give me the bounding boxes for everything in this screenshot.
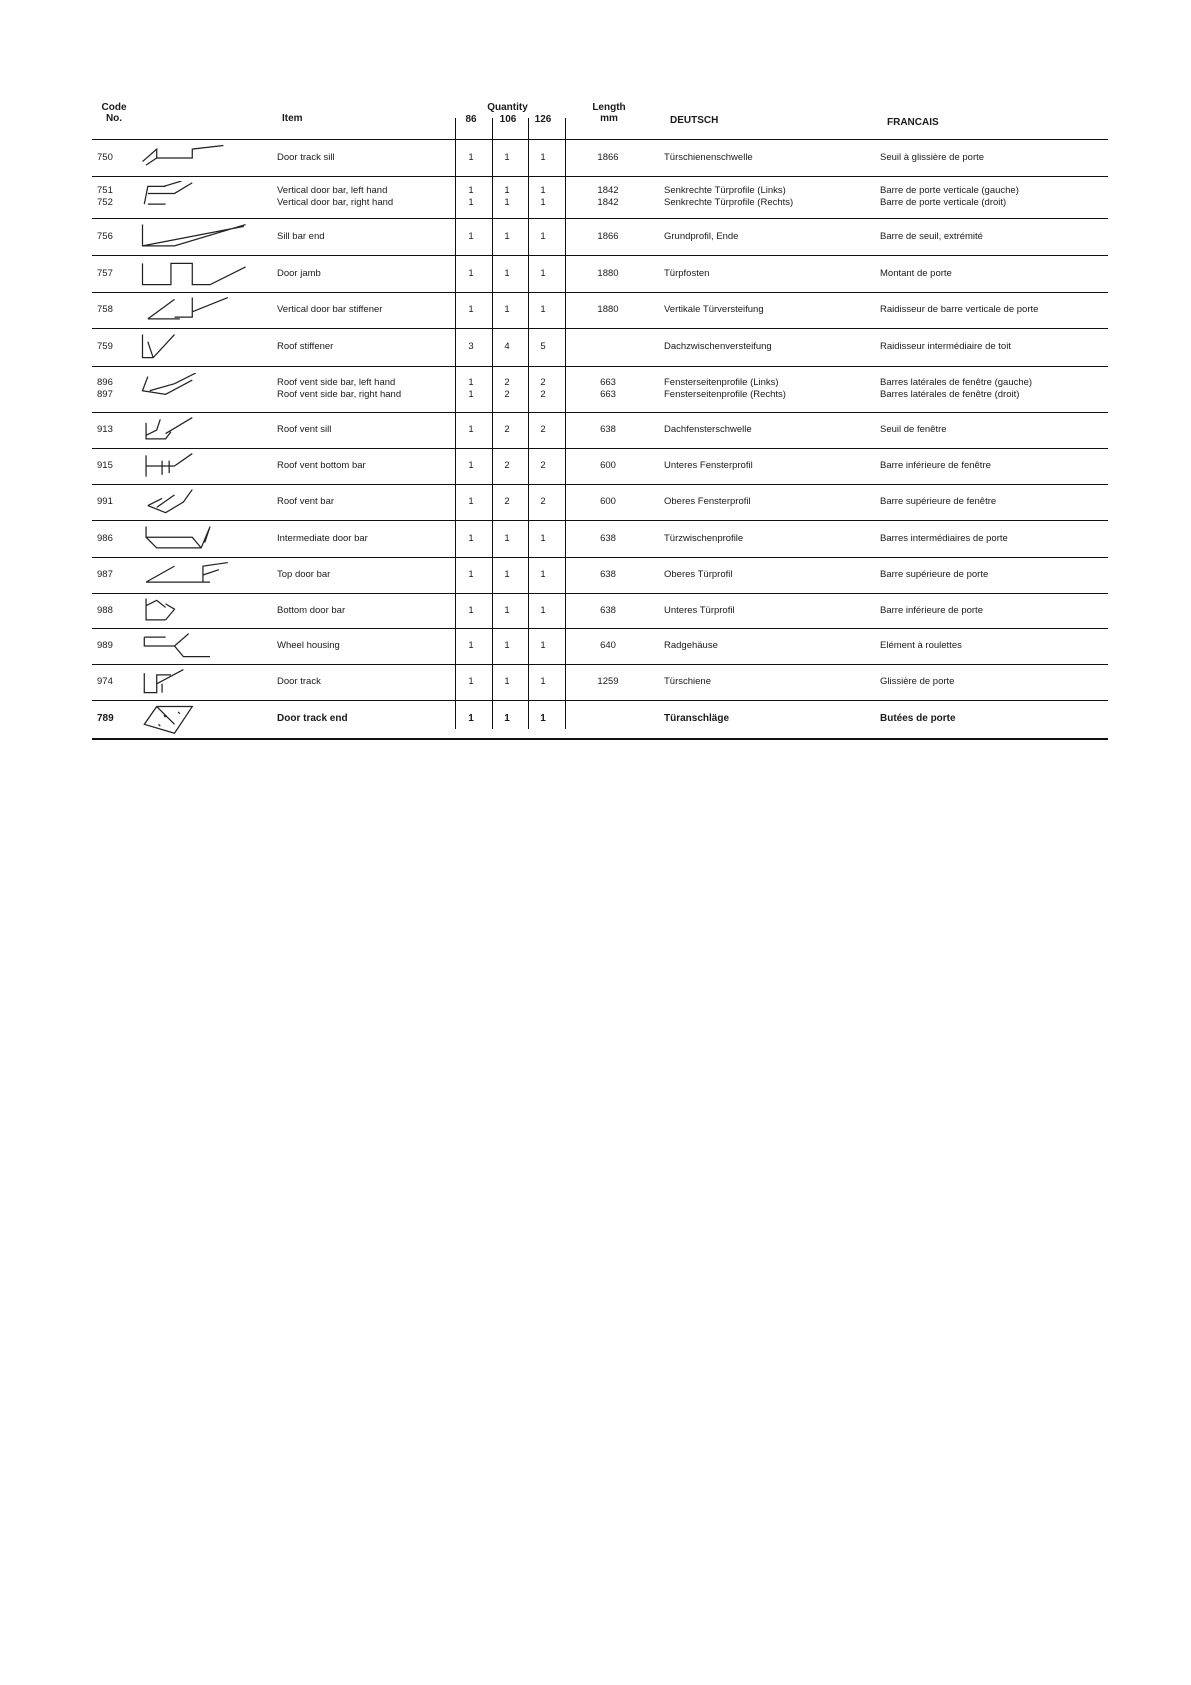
francais-name: Barre de seuil, extrémité xyxy=(880,231,983,242)
quantity-86: 1 xyxy=(468,605,474,616)
item-name: Vertical door bar, left hand Vertical door bar, right hand xyxy=(277,185,394,208)
item-name: Bottom door bar xyxy=(277,605,346,616)
header-mm-label: mm xyxy=(600,113,618,124)
deutsch-name: Senkrechte Türprofile (Links) Senkrechte Türprofile (Rechts) xyxy=(664,185,794,208)
table-row xyxy=(0,448,1191,484)
length-mm: 638 xyxy=(600,605,616,616)
quantity-126: 1 xyxy=(540,640,546,651)
quantity-126: 2 2 xyxy=(540,377,546,400)
vertical-bar-profile-icon xyxy=(132,181,257,213)
quantity-86: 1 xyxy=(468,304,474,315)
quantity-86: 3 xyxy=(468,341,474,352)
francais-name: Butées de porte xyxy=(880,713,956,724)
quantity-126: 1 xyxy=(540,268,546,279)
code-no: 789 xyxy=(97,713,114,724)
code-no: 988 xyxy=(97,605,113,616)
francais-name: Raidisseur de barre verticale de porte xyxy=(880,304,1039,315)
code-no: 915 xyxy=(97,460,113,471)
header-francais: FRANCAIS xyxy=(887,117,939,128)
quantity-126: 1 xyxy=(540,533,546,544)
table-row xyxy=(0,255,1191,292)
table-row xyxy=(0,366,1191,412)
length-mm: 1880 xyxy=(597,268,619,279)
quantity-86: 1 xyxy=(468,533,474,544)
table-row xyxy=(0,139,1191,176)
quantity-106: 1 xyxy=(504,569,510,580)
table-row xyxy=(0,176,1191,218)
item-name: Roof vent bottom bar xyxy=(277,460,366,471)
francais-name: Barres intermédiaires de porte xyxy=(880,533,1008,544)
francais-name: Barre inférieure de porte xyxy=(880,605,983,616)
header-code xyxy=(96,102,132,124)
vent-bottom-bar-profile-icon xyxy=(132,450,257,482)
deutsch-name: Fensterseitenprofile (Links) Fensterseitenprofile (Rechts) xyxy=(664,377,786,400)
quantity-126: 1 xyxy=(540,676,546,687)
quantity-126: 1 xyxy=(540,605,546,616)
length-mm: 638 xyxy=(600,424,616,435)
length-mm: 1866 xyxy=(597,152,619,163)
francais-name: Barres latérales de fenêtre (gauche) Barres latérales de fenêtre (droit) xyxy=(880,377,1033,400)
deutsch-name: Dachzwischenversteifung xyxy=(664,341,772,352)
length-mm: 600 xyxy=(600,460,616,471)
francais-name: Elément à roulettes xyxy=(880,640,962,651)
quantity-86: 1 xyxy=(468,231,474,242)
quantity-106: 1 1 xyxy=(504,185,510,208)
item-name: Intermediate door bar xyxy=(277,533,368,544)
stiffener-profile-icon xyxy=(132,294,257,326)
table-row xyxy=(0,520,1191,557)
code-no: 974 xyxy=(97,676,113,687)
quantity-126: 1 xyxy=(540,152,546,163)
item-name: Door track xyxy=(277,676,321,687)
length-mm: 638 xyxy=(600,569,616,580)
item-name: Roof vent sill xyxy=(277,424,332,435)
code-no: 756 xyxy=(97,231,113,242)
quantity-106: 1 xyxy=(504,231,510,242)
table-row xyxy=(0,412,1191,448)
header-q86: 86 xyxy=(465,114,477,125)
vent-side-bar-profile-icon xyxy=(132,373,257,405)
header-q126: 126 xyxy=(534,114,552,125)
code-no: 758 xyxy=(97,304,113,315)
francais-name: Glissière de porte xyxy=(880,676,955,687)
table-row xyxy=(0,628,1191,664)
wheel-housing-profile-icon xyxy=(132,630,257,662)
quantity-86: 1 xyxy=(468,424,474,435)
table-row xyxy=(0,218,1191,255)
table-row xyxy=(0,664,1191,700)
quantity-86: 1 xyxy=(468,152,474,163)
header-length-label: Length xyxy=(592,102,626,113)
deutsch-name: Oberes Fensterprofil xyxy=(664,496,751,507)
intermediate-bar-profile-icon xyxy=(132,523,257,555)
deutsch-name: Radgehäuse xyxy=(664,640,718,651)
quantity-106: 1 xyxy=(504,533,510,544)
francais-name: Montant de porte xyxy=(880,268,952,279)
francais-name: Barre supérieure de fenêtre xyxy=(880,496,997,507)
length-mm: 640 xyxy=(600,640,616,651)
bottom-door-bar-profile-icon xyxy=(132,595,257,627)
header-code-label: Code xyxy=(101,102,127,113)
quantity-106: 1 xyxy=(504,676,510,687)
code-no: 751 752 xyxy=(97,185,113,208)
code-no: 986 xyxy=(97,533,113,544)
vent-sill-profile-icon xyxy=(132,414,257,446)
code-no: 989 xyxy=(97,640,113,651)
item-name: Door jamb xyxy=(277,268,321,279)
quantity-106: 1 xyxy=(504,268,510,279)
length-mm: 1842 1842 xyxy=(597,185,619,208)
code-no: 759 xyxy=(97,341,113,352)
quantity-86: 1 xyxy=(468,640,474,651)
item-name: Door track sill xyxy=(277,152,335,163)
deutsch-name: Oberes Türprofil xyxy=(664,569,733,580)
quantity-86: 1 1 xyxy=(468,377,474,400)
code-no: 757 xyxy=(97,268,113,279)
quantity-106: 1 xyxy=(504,713,510,724)
deutsch-name: Unteres Türprofil xyxy=(664,605,735,616)
quantity-106: 4 xyxy=(504,341,510,352)
quantity-106: 2 2 xyxy=(504,377,510,400)
length-mm: 1866 xyxy=(597,231,619,242)
quantity-126: 1 xyxy=(540,713,546,724)
quantity-106: 2 xyxy=(504,460,510,471)
code-no: 991 xyxy=(97,496,113,507)
sill-profile-icon xyxy=(132,142,257,174)
row-divider xyxy=(92,738,1108,740)
item-name: Sill bar end xyxy=(277,231,325,242)
quantity-86: 1 1 xyxy=(468,185,474,208)
quantity-86: 1 xyxy=(468,496,474,507)
vent-bar-profile-icon xyxy=(132,486,257,518)
deutsch-name: Vertikale Türversteifung xyxy=(664,304,764,315)
francais-name: Barre supérieure de porte xyxy=(880,569,989,580)
quantity-86: 1 xyxy=(468,569,474,580)
sill-bar-end-profile-icon xyxy=(132,221,257,253)
door-track-profile-icon xyxy=(132,666,257,698)
length-mm: 638 xyxy=(600,533,616,544)
table-row xyxy=(0,328,1191,366)
quantity-126: 1 xyxy=(540,569,546,580)
code-no: 913 xyxy=(97,424,113,435)
deutsch-name: Grundprofil, Ende xyxy=(664,231,739,242)
length-mm: 663 663 xyxy=(600,377,616,400)
francais-name: Barre de porte verticale (gauche) Barre de porte verticale (droit) xyxy=(880,185,1019,208)
table-row xyxy=(0,700,1191,738)
francais-name: Barre inférieure de fenêtre xyxy=(880,460,991,471)
quantity-86: 1 xyxy=(468,713,474,724)
francais-name: Raidisseur intermédiaire de toit xyxy=(880,341,1011,352)
item-name: Door track end xyxy=(277,713,348,724)
item-name: Roof vent side bar, left hand Roof vent side bar, right hand xyxy=(277,377,402,400)
quantity-106: 1 xyxy=(504,304,510,315)
header-length xyxy=(585,102,633,124)
table-row xyxy=(0,557,1191,593)
quantity-86: 1 xyxy=(468,676,474,687)
item-name: Wheel housing xyxy=(277,640,340,651)
item-name: Top door bar xyxy=(277,569,331,580)
quantity-126: 1 xyxy=(540,304,546,315)
item-name: Vertical door bar stiffener xyxy=(277,304,383,315)
header-no-label: No. xyxy=(105,113,123,124)
quantity-106: 1 xyxy=(504,640,510,651)
door-track-end-profile-icon xyxy=(132,703,257,735)
quantity-126: 2 xyxy=(540,424,546,435)
header-q106: 106 xyxy=(499,114,517,125)
item-name: Roof vent bar xyxy=(277,496,335,507)
code-no: 896 897 xyxy=(97,377,113,400)
length-mm: 1259 xyxy=(597,676,619,687)
roof-stiffener-profile-icon xyxy=(132,331,257,363)
quantity-106: 1 xyxy=(504,152,510,163)
deutsch-name: Türpfosten xyxy=(664,268,710,279)
quantity-106: 2 xyxy=(504,424,510,435)
quantity-106: 2 xyxy=(504,496,510,507)
deutsch-name: Türzwischenprofile xyxy=(664,533,744,544)
francais-name: Seuil à glissière de porte xyxy=(880,152,985,163)
code-no: 750 xyxy=(97,152,113,163)
francais-name: Seuil de fenêtre xyxy=(880,424,947,435)
deutsch-name: Türanschläge xyxy=(664,713,730,724)
deutsch-name: Türschienenschwelle xyxy=(664,152,753,163)
header-deutsch: DEUTSCH xyxy=(670,115,719,126)
quantity-126: 1 xyxy=(540,231,546,242)
quantity-126: 5 xyxy=(540,341,546,352)
quantity-86: 1 xyxy=(468,268,474,279)
top-door-bar-profile-icon xyxy=(132,559,257,591)
door-jamb-profile-icon xyxy=(132,258,257,290)
length-mm: 1880 xyxy=(597,304,619,315)
deutsch-name: Türschiene xyxy=(664,676,711,687)
deutsch-name: Dachfensterschwelle xyxy=(664,424,752,435)
quantity-86: 1 xyxy=(468,460,474,471)
header-item: Item xyxy=(282,113,303,124)
header-quantity: Quantity xyxy=(487,102,528,113)
code-no: 987 xyxy=(97,569,113,580)
deutsch-name: Unteres Fensterprofil xyxy=(664,460,753,471)
table-row xyxy=(0,593,1191,628)
quantity-126: 2 xyxy=(540,460,546,471)
quantity-106: 1 xyxy=(504,605,510,616)
item-name: Roof stiffener xyxy=(277,341,334,352)
length-mm: 600 xyxy=(600,496,616,507)
table-row xyxy=(0,484,1191,520)
quantity-126: 2 xyxy=(540,496,546,507)
table-row xyxy=(0,292,1191,328)
quantity-126: 1 1 xyxy=(540,185,546,208)
